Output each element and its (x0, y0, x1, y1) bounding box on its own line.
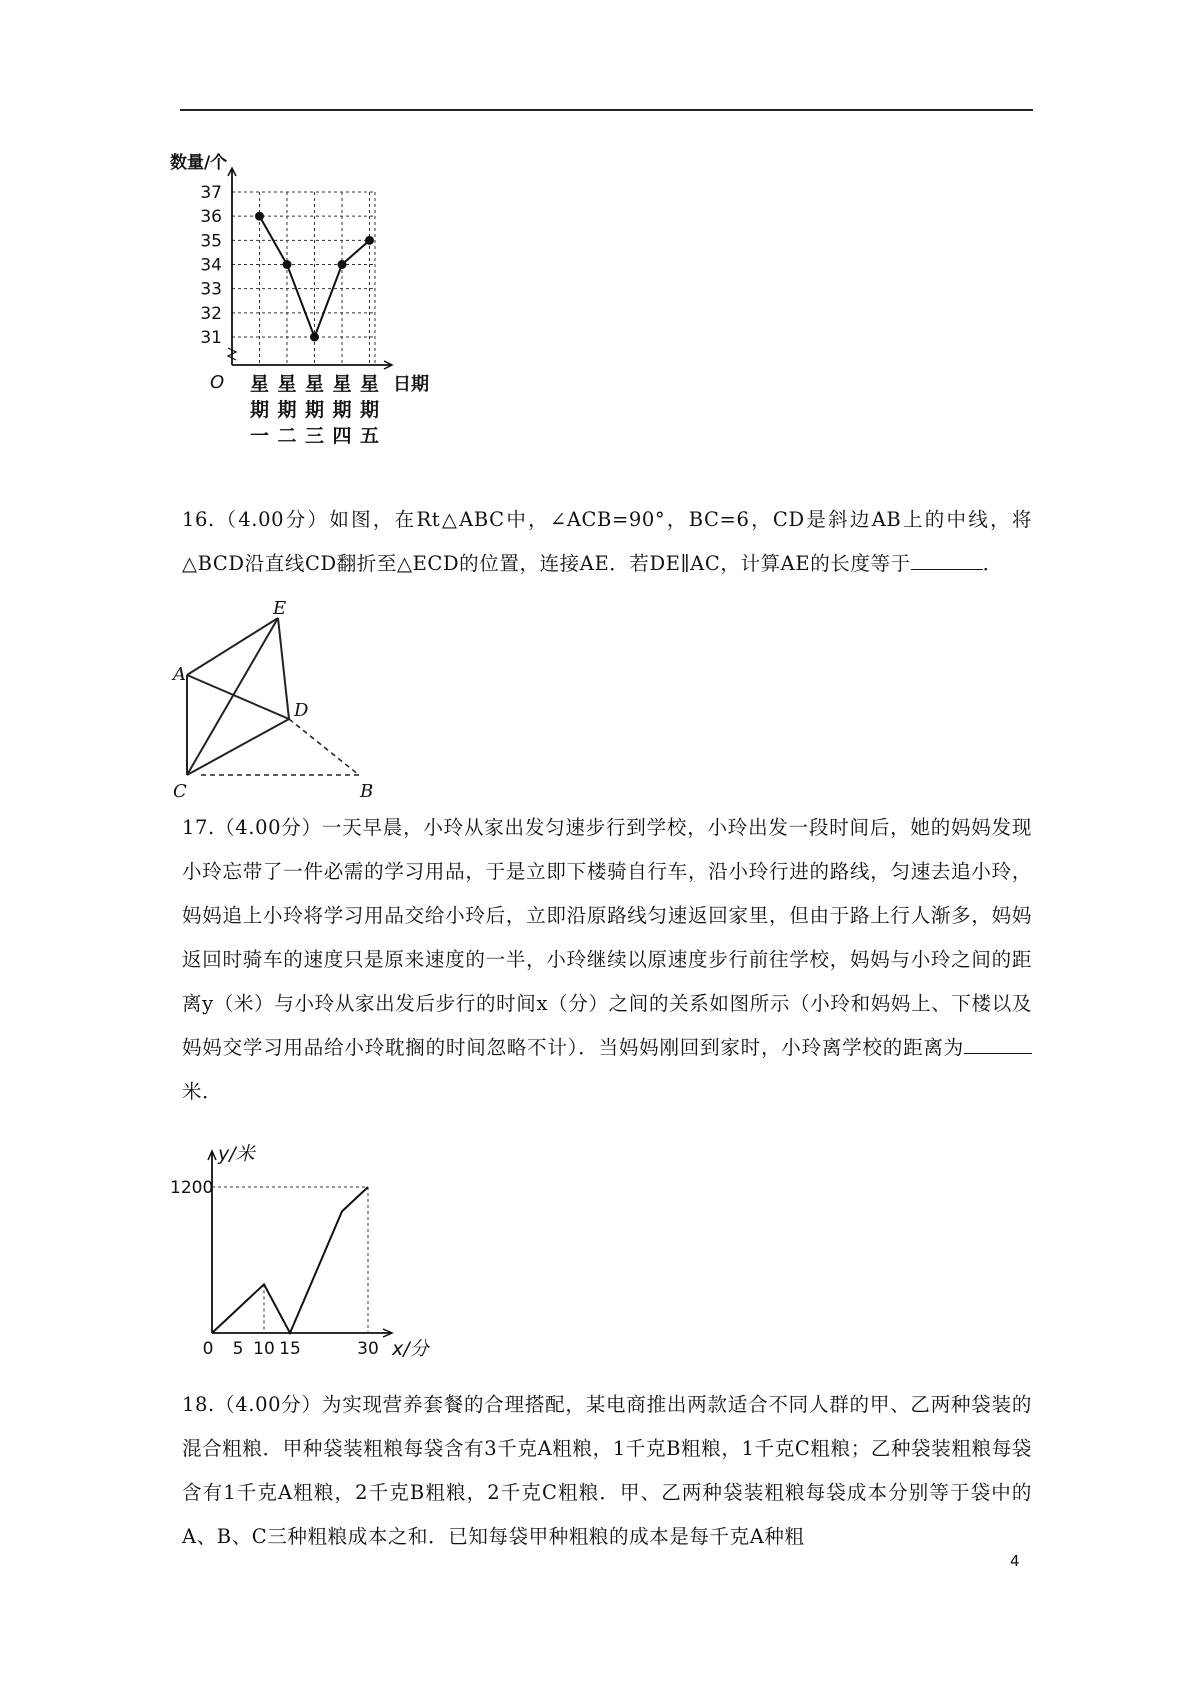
segment-ae (187, 618, 278, 675)
y-axis-label: y/米 (218, 1143, 255, 1165)
x-tick-label-3-1: 期 (332, 399, 352, 421)
page-number: 4 (1010, 1552, 1020, 1570)
x-tick-label-0-2: 一 (249, 425, 270, 447)
segment-ed (278, 618, 289, 719)
x-tick-label-0-1: 期 (249, 399, 270, 421)
x-tick-label-2-0: 星 (304, 373, 325, 395)
x-axis-label: 日期 (393, 374, 429, 395)
q17-question (182, 806, 1032, 1114)
x-tick-label-1-2: 二 (277, 425, 297, 447)
q17-number: 17. (182, 816, 215, 839)
x-tick-label-4-0: 星 (359, 373, 380, 395)
q17-distance-time-chart (170, 1140, 470, 1370)
label-c: C (173, 781, 187, 800)
x-tick-label-0: 0 (202, 1339, 214, 1359)
q15-line-chart (170, 150, 470, 480)
q17-answer-blank (964, 1031, 1032, 1054)
x-tick-label-4: 30 (357, 1339, 379, 1359)
data-point-0 (255, 212, 264, 221)
x-tick-label-0-0: 星 (249, 373, 270, 395)
x-axis-label: x/分 (392, 1338, 429, 1360)
x-tick-label-2: 10 (253, 1339, 275, 1359)
q17-text-end: 米． (182, 1080, 223, 1103)
q16-text-end: ． (982, 552, 1003, 575)
q17-text: 一天早晨，小玲从家出发匀速步行到学校，小玲出发一段时间后，她的妈妈发现小玲忘带了一件必需的学习用品，于是立即下楼骑自行车，沿小玲行进的路线，匀速去追小玲，妈妈追上小玲将学习用品交给小玲后，立即沿原路线匀速返回家里，但由于路上行人渐多，妈妈返回时骑车的速度只是原来速度的一半，小玲继续以原速度步行前往学校，妈妈与小玲之间的距离y（米）与小玲从家出发后步行的时间x（分）之间的关系如图所示（小玲和妈妈上、下楼以及妈妈交学习用品给小玲耽搁的时间忽略不计）．当妈妈刚回到家时，小玲离学校的距离为 (182, 816, 1032, 1059)
segment-ec (187, 618, 278, 775)
label-d: D (294, 700, 309, 721)
x-tick-label-4-2: 五 (359, 425, 380, 447)
y-tick-label-0: 31 (200, 328, 222, 348)
q16-score: （4.00分） (214, 508, 330, 531)
y-tick-label-5: 36 (200, 207, 222, 228)
x-tick-label-2-1: 期 (304, 399, 325, 421)
y-tick-label-1200: 1200 (170, 1178, 214, 1198)
x-tick-label-1: 5 (232, 1339, 244, 1359)
y-axis-break (228, 348, 236, 360)
series-line (212, 1187, 368, 1333)
q18-text: 为实现营养套餐的合理搭配，某电商推出两款适合不同人群的甲、乙两种袋装的混合粗粮．甲种袋装粗粮每袋含有3千克A粗粮，1千克B粗粮，1千克C粗粮；乙种袋装粗粮每袋含有1千克A粗粮，2千克B粗粮，2千克C粗粮．甲、乙两种袋装粗粮每袋成本分别等于袋中的A、B、C三种粗粮成本之和．已知每袋甲种粗粮的成本是每千克A种粗 (182, 1393, 1032, 1548)
data-point-1 (283, 260, 292, 269)
q16-answer-blank (911, 547, 983, 570)
label-a: A (173, 664, 186, 685)
x-tick-label-3-0: 星 (332, 373, 352, 395)
y-tick-label-6: 37 (200, 183, 222, 203)
y-tick-label-3: 34 (200, 255, 222, 276)
x-tick-label-3: 15 (279, 1339, 301, 1359)
header-rule (180, 109, 1033, 111)
label-e: E (273, 600, 287, 619)
q16-text: 如图，在Rt△ABC中，∠ACB=90°，BC=6，CD是斜边AB上的中线，将△BCD沿直线CD翻折至△ECD的位置，连接AE．若DE∥AC，计算AE的长度等于 (182, 508, 1032, 575)
q18-number: 18. (182, 1393, 215, 1416)
y-axis-label: 数量/个 (170, 153, 228, 173)
data-point-4 (365, 236, 374, 245)
segment-db (289, 719, 359, 775)
q16-triangle-figure (170, 600, 410, 800)
label-b: B (360, 781, 374, 800)
q16-question (182, 498, 1032, 586)
y-tick-label-4: 35 (200, 231, 222, 252)
x-tick-label-2-2: 三 (304, 425, 325, 447)
x-tick-label-1-0: 星 (277, 373, 297, 395)
q16-number: 16. (182, 508, 215, 531)
q18-question (182, 1383, 1032, 1559)
x-tick-label-1-1: 期 (277, 399, 297, 421)
q18-score: （4.00分） (214, 1393, 322, 1416)
y-tick-label-1: 32 (200, 303, 222, 324)
x-tick-label-4-1: 期 (359, 399, 380, 421)
origin-label: O (210, 372, 225, 393)
y-tick-label-2: 33 (200, 279, 222, 300)
x-tick-label-3-2: 四 (332, 425, 352, 447)
q17-score: （4.00分） (214, 816, 322, 839)
data-point-2 (310, 333, 319, 342)
data-point-3 (338, 260, 347, 269)
segment-ad (187, 675, 289, 719)
